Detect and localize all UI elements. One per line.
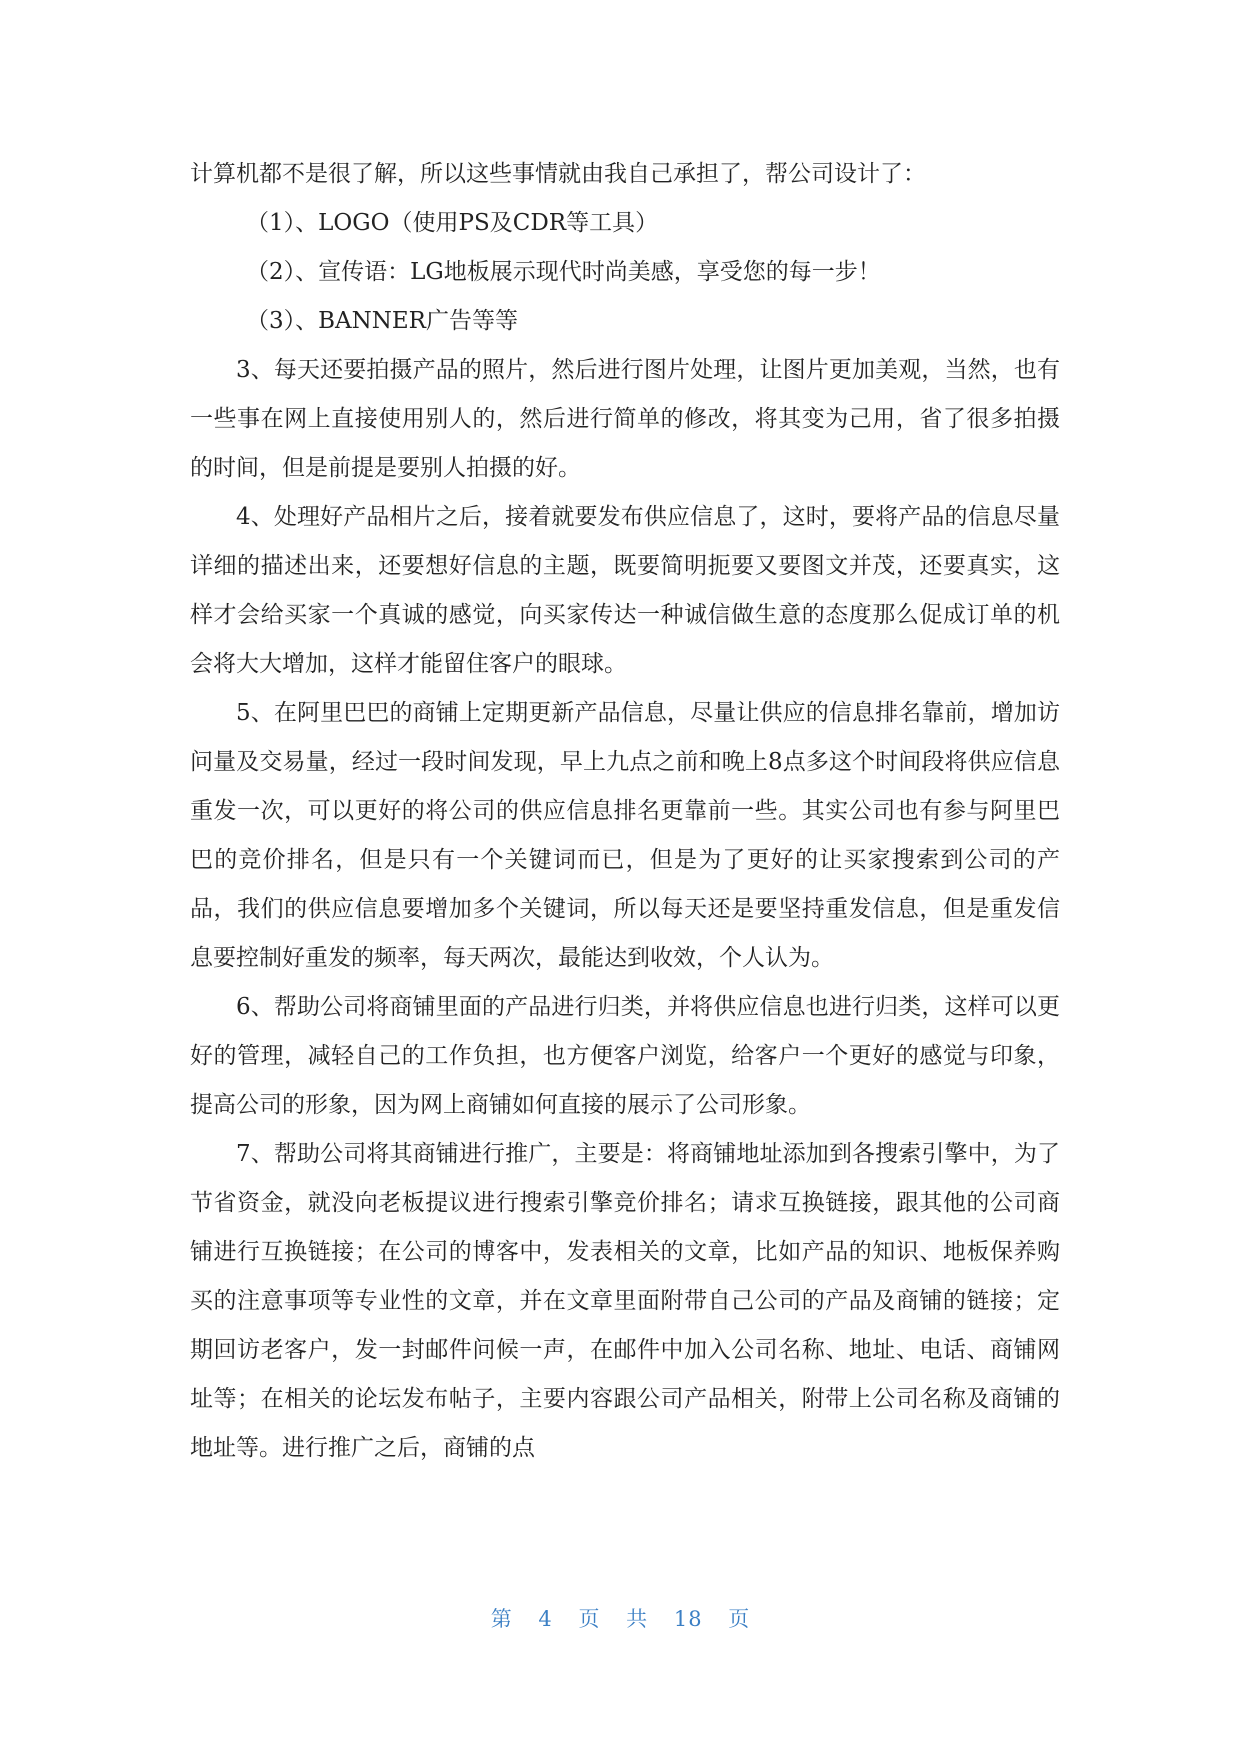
footer-di: 第 (490, 1607, 513, 1631)
paragraph-6-categorize: 6、帮助公司将商铺里面的产品进行归类，并将供应信息也进行归类，这样可以更好的管理，减轻自己的工作负担，也方便客户浏览，给客户一个更好的感觉与印象，提高公司的形象，因为网上商铺如何直接的展示了公司形象。 (190, 994, 1060, 1118)
document-body (190, 150, 1060, 1473)
paragraph-7-promotion: 7、帮助公司将其商铺进行推广，主要是：将商铺地址添加到各搜索引擎中，为了节省资金，就没向老板提议进行搜索引擎竞价排名；请求互换链接，跟其他的公司商铺进行互换链接；在公司的博客中，发表相关的文章，比如产品的知识、地板保养购买的注意事项等专业性的文章，并在文章里面附带自己公司的产品及商铺的链接；定期回访老客户，发一封邮件问候一声，在邮件中加入公司名称、地址、电话、商铺网址等；在相关的论坛发布帖子，主要内容跟公司产品相关，附带上公司名称及商铺的地址等。进行推广之后，商铺的点 (190, 1141, 1060, 1461)
footer-gong: 共 (626, 1607, 649, 1631)
footer-total-pages: 18 (673, 1607, 703, 1631)
list-item-slogan: （2）、宣传语：LG地板展示现代时尚美感，享受您的每一步！ (246, 259, 881, 285)
footer-current-page: 4 (538, 1607, 553, 1631)
paragraph-4-supply-info: 4、处理好产品相片之后，接着就要发布供应信息了，这时，要将产品的信息尽量详细的描述出来，还要想好信息的主题，既要简明扼要又要图文并茂，还要真实，这样才会给买家一个真诚的感觉，向买家传达一种诚信做生意的态度那么促成订单的机会将大大增加，这样才能留住客户的眼球。 (190, 504, 1060, 677)
list-item-logo: （1）、LOGO（使用PS及CDR等工具） (246, 210, 659, 236)
list-item-banner: （3）、BANNER广告等等 (246, 308, 519, 334)
continuation-paragraph: 计算机都不是很了解，所以这些事情就由我自己承担了，帮公司设计了： (190, 161, 926, 187)
footer-ye: 页 (578, 1607, 601, 1631)
footer-ye-end: 页 (728, 1607, 751, 1631)
paragraph-3-photos: 3、每天还要拍摄产品的照片，然后进行图片处理，让图片更加美观，当然，也有一些事在网上直接使用别人的，然后进行简单的修改，将其变为己用，省了很多拍摄的时间，但是前提是要别人拍摄的好。 (190, 357, 1060, 481)
page-footer (0, 1604, 1241, 1634)
paragraph-5-alibaba-updates: 5、在阿里巴巴的商铺上定期更新产品信息，尽量让供应的信息排名靠前，增加访问量及交易量，经过一段时间发现，早上九点之前和晚上8点多这个时间段将供应信息重发一次，可以更好的将公司的供应信息排名更靠前一些。其实公司也有参与阿里巴巴的竞价排名，但是只有一个关键词而已，但是为了更好的让买家搜索到公司的产品，我们的供应信息要增加多个关键词，所以每天还是要坚持重发信息，但是重发信息要控制好重发的频率，每天两次，最能达到收效，个人认为。 (190, 700, 1060, 971)
